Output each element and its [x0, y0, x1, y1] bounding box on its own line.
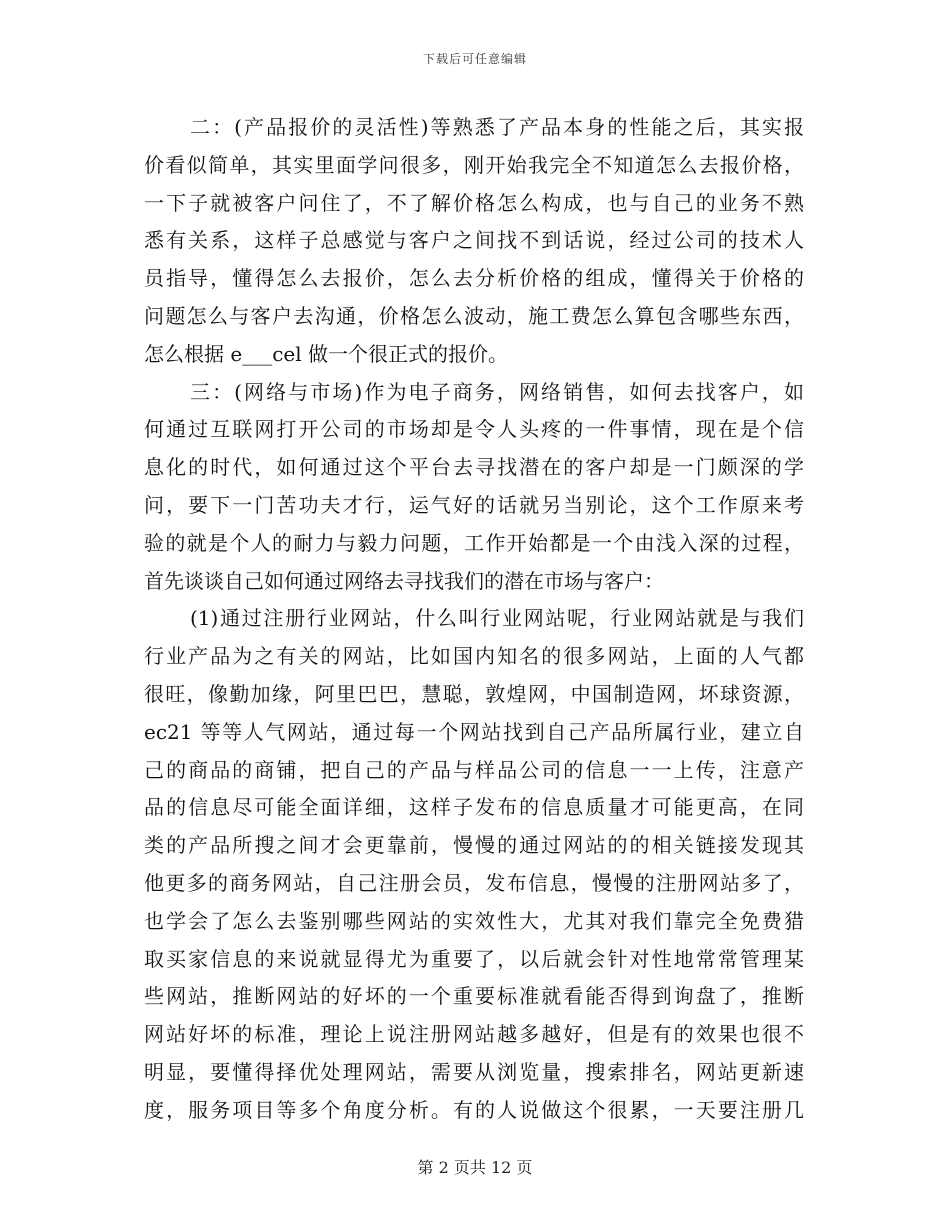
paragraph-industry-websites [144, 600, 804, 1129]
paragraph-pricing [144, 109, 804, 374]
text-line: 员指导，懂得怎么去报价，怎么去分析价格的组成，懂得关于价格的 [144, 266, 804, 291]
document-body [144, 109, 804, 1130]
text-line: 己的商品的商铺，把自己的产品与样品公司的信息一一上传，注意产 [144, 757, 804, 782]
text-line: 问题怎么与客户去沟通，价格怎么波动，施工费怎么算包含哪些东西， [144, 303, 804, 328]
text-line: (1)通过注册行业网站，什么叫行业网站呢，行业网站就是与我们 [190, 606, 804, 631]
text-line: 悉有关系，这样子总感觉与客户之间找不到话说，经过公司的技术人 [144, 228, 804, 253]
text-line: 类的产品所搜之间才会更靠前，慢慢的通过网站的的相关链接发现其 [144, 833, 804, 858]
text-line: 二：(产品报价的灵活性)等熟悉了产品本身的性能之后，其实报 [190, 115, 804, 139]
paragraph-network-market [144, 374, 804, 601]
text-line: 他更多的商务网站，自己注册会员，发布信息，慢慢的注册网站多了， [144, 870, 804, 895]
text-line: 取买家信息的来说就显得尤为重要了，以后就会针对性地常常管理某 [144, 946, 804, 971]
text-line: 价看似简单，其实里面学问很多，刚开始我完全不知道怎么去报价格， [144, 152, 804, 177]
text-line: 些网站，推断网站的好坏的一个重要标准就看能否得到询盘了，推断 [144, 984, 804, 1009]
page-header: 下载后可任意编辑 [422, 52, 527, 66]
text-line: 何通过互联网打开公司的市场却是令人头疼的一件事情，现在是个信 [144, 417, 804, 442]
text-line: 一下子就被客户问住了，不了解价格怎么构成，也与自己的业务不熟 [144, 190, 804, 215]
page-number: 第 2 页共 12 页 [417, 1158, 533, 1177]
text-line: 也学会了怎么去鉴别哪些网站的实效性大，尤其对我们靠完全免费猎 [144, 908, 804, 933]
text-line: 品的信息尽可能全面详细，这样子发布的信息质量才可能更高，在同 [144, 795, 804, 820]
text-line: 网站好坏的标准，理论上说注册网站越多越好，但是有的效果也很不 [144, 1022, 804, 1047]
text-line: 度，服务项目等多个角度分析。有的人说做这个很累，一天要注册几 [144, 1097, 804, 1122]
text-line: ec21 等等人气网站，通过每一个网站找到自己产品所属行业，建立自 [144, 719, 804, 744]
text-line: 三：(网络与市场)作为电子商务，网络销售，如何去找客户，如 [190, 379, 804, 404]
text-line: 验的就是个人的耐力与毅力问题，工作开始都是一个由浅入深的过程， [144, 530, 804, 555]
text-line: 问，要下一门苦功夫才行，运气好的话就另当别论，这个工作原来考 [144, 492, 804, 517]
text-line: 行业产品为之有关的网站，比如国内知名的很多网站，上面的人气都 [144, 644, 804, 669]
text-line: 很旺，像勤加缘，阿里巴巴，慧聪，敦煌网，中国制造网，坏球资源， [144, 681, 804, 706]
text-line: 明显，要懂得择优处理网站，需要从浏览量，搜索排名，网站更新速 [144, 1059, 804, 1084]
text-line: 息化的时代，如何通过这个平台去寻找潜在的客户却是一门颇深的学 [144, 455, 804, 480]
text-line: 首先谈谈自己如何通过网络去寻找我们的潜在市场与客户： [144, 568, 664, 593]
text-line: 怎么根据 e___cel 做一个很正式的报价。 [144, 341, 508, 366]
